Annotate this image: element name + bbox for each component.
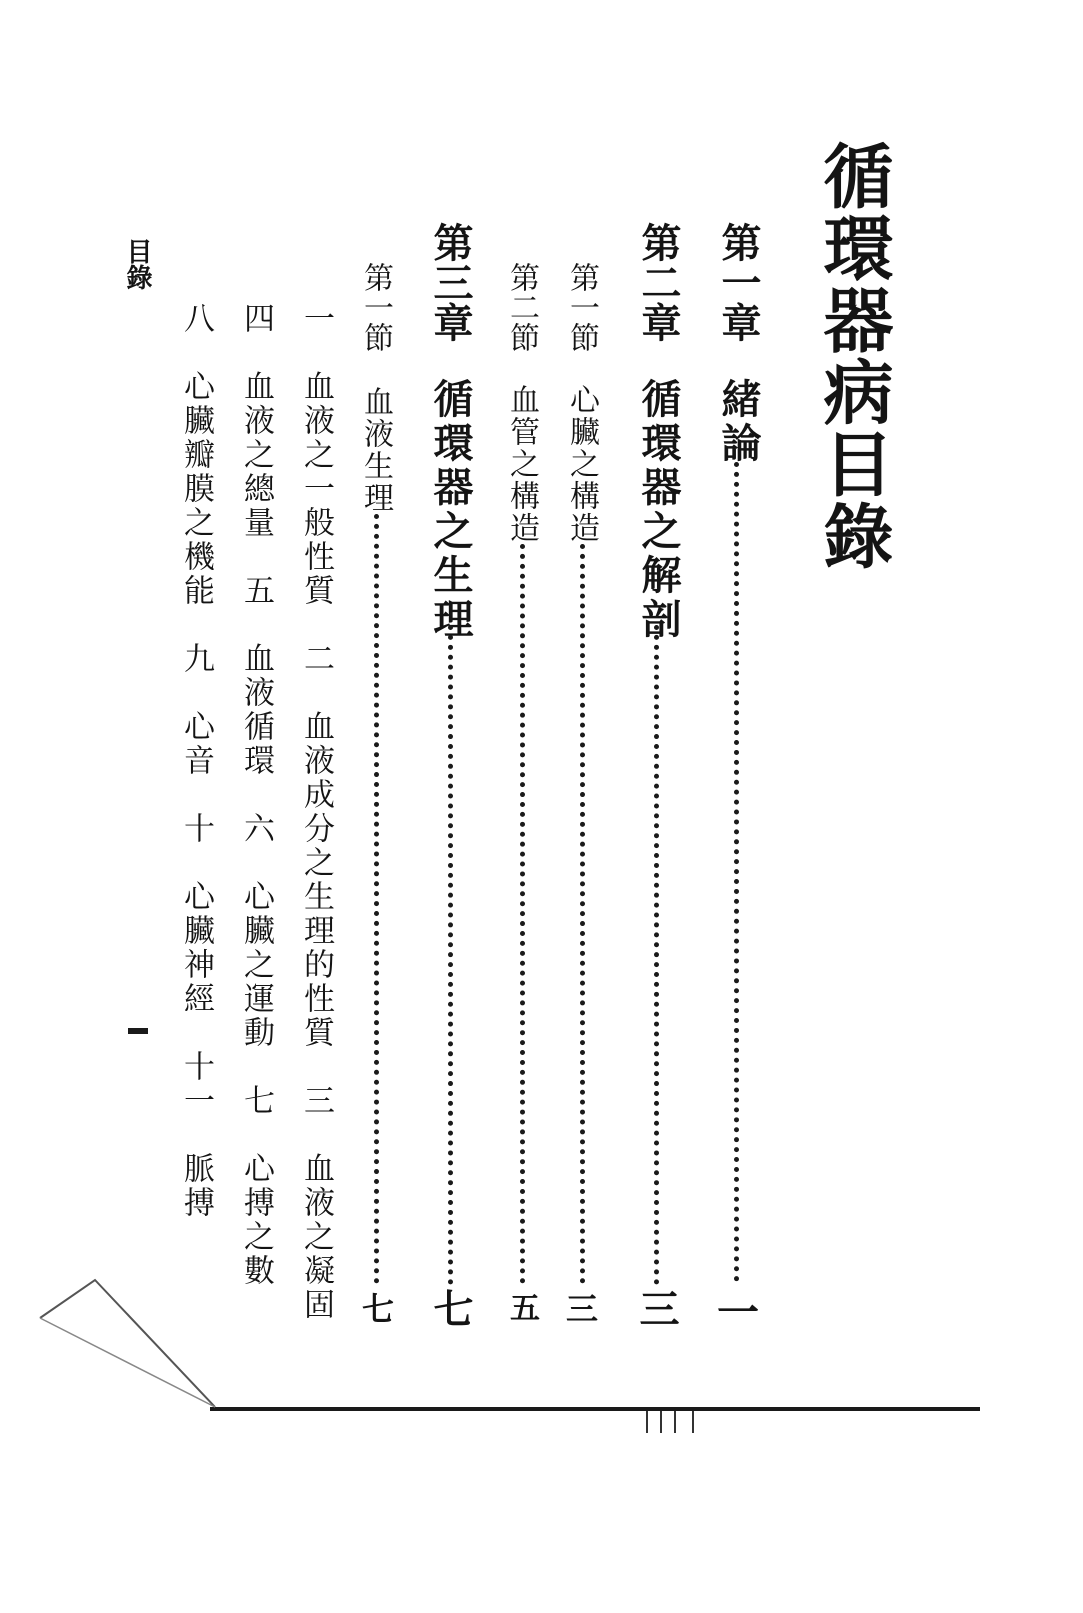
chapter-2-label: 第二章 [635, 222, 682, 342]
subitem-line-3: 八 心臟瓣膜之機能 九 心音 十 心臟神經 十一 脈搏 [178, 302, 214, 1220]
subitem-line-2: 四 血液之總量 五 血液循環 六 心臟之運動 七 心搏之數 [238, 302, 274, 1288]
chapter-3-title: 循環器之生理 [427, 378, 474, 642]
section-3-1-page: 七 [357, 1292, 395, 1324]
subitem-line-1: 一 血液之一般性質 二 血液成分之生理的性質 三 血液之凝固 [298, 302, 334, 1322]
chapter-2-title: 循環器之解剖 [635, 378, 682, 642]
chapter-3-page: 七 [427, 1288, 474, 1328]
section-2-1-label: 第一節 [564, 262, 599, 352]
chapter-1-label: 第一章 [715, 222, 762, 342]
section-3-1-label: 第一節 [358, 262, 393, 352]
page-title: 循環器病目錄 [812, 140, 895, 572]
section-2-2-page: 五 [504, 1292, 539, 1322]
chapter-2-page: 三 [633, 1288, 680, 1328]
running-head: 目錄 [122, 238, 152, 290]
section-3-1-title: 血液生理 [358, 386, 393, 514]
chapter-1-page: 一 [711, 1290, 760, 1332]
section-2-1-page: 三 [561, 1292, 599, 1324]
chapter-1-title: 緒論 [715, 378, 762, 466]
section-2-1-title: 心臟之構造 [564, 384, 599, 544]
chapter-3-label: 第三章 [427, 222, 474, 342]
section-2-2-title: 血管之構造 [504, 384, 539, 544]
section-2-2-label: 第二節 [504, 262, 539, 352]
